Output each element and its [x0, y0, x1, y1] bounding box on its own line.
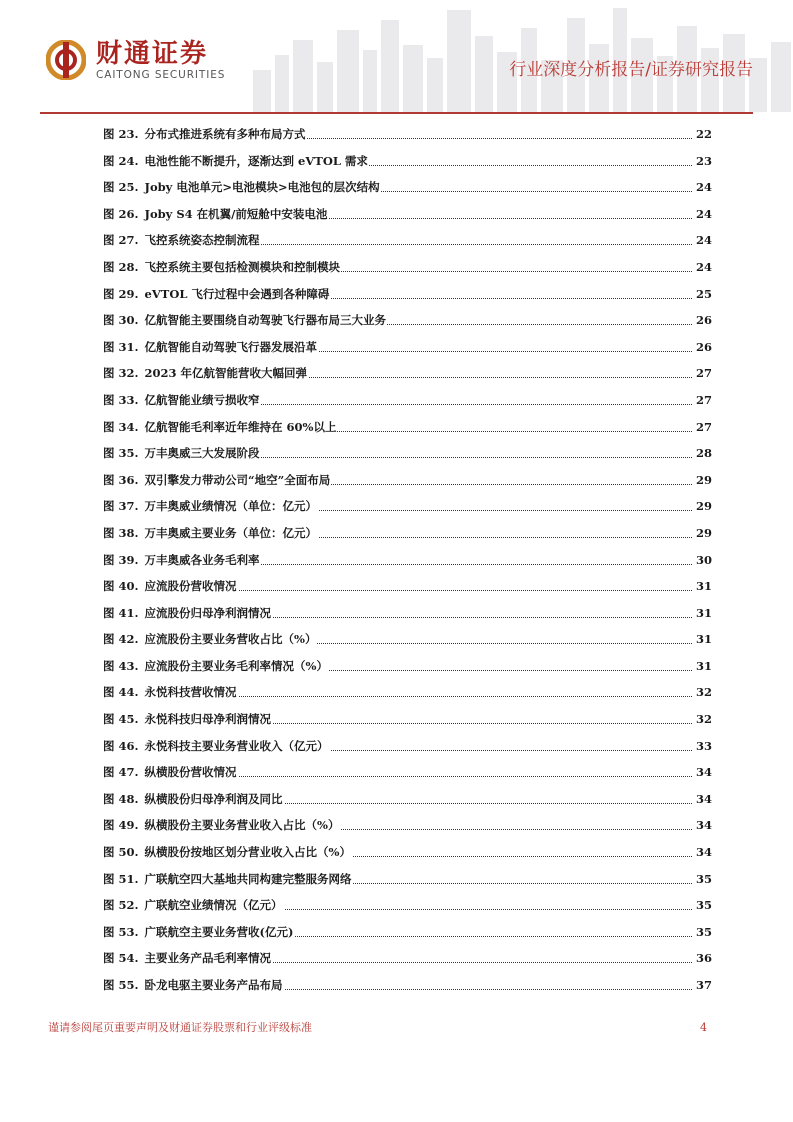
toc-entry-label	[103, 711, 272, 727]
brand-name: 财通证券	[96, 39, 209, 69]
figure-title: 应流股份归母净利润情况	[144, 605, 272, 620]
page-number: 4	[700, 1021, 707, 1034]
figure-number: 图 52.	[103, 898, 139, 913]
figure-title: 亿航智能业绩亏损收窄	[144, 392, 260, 407]
figure-number: 图 28.	[103, 259, 139, 274]
figure-title: 亿航智能自动驾驶飞行器发展沿革	[144, 339, 318, 354]
toc-entry[interactable]	[103, 308, 712, 335]
figure-number: 图 24.	[103, 153, 139, 168]
toc-page-number: 37	[695, 978, 712, 992]
figure-title: 亿航智能主要围绕自动驾驶飞行器布局三大业务	[144, 313, 387, 328]
toc-page-number: 29	[695, 525, 712, 540]
figure-number: 图 34.	[103, 419, 139, 434]
toc-entry[interactable]	[103, 548, 712, 575]
toc-page-number: 22	[695, 127, 712, 141]
figure-number: 图 37.	[103, 499, 139, 514]
toc-entry-label	[103, 871, 353, 887]
figure-number: 图 32.	[103, 366, 139, 381]
toc-entry-label	[103, 552, 261, 568]
figure-number: 图 47.	[103, 765, 139, 780]
toc-entry-label	[103, 924, 294, 940]
toc-entry[interactable]	[103, 734, 712, 761]
toc-entry[interactable]	[103, 840, 712, 867]
toc-entry[interactable]	[103, 867, 712, 894]
toc-entry-label	[103, 684, 238, 700]
figure-list	[103, 122, 712, 1000]
toc-entry[interactable]	[103, 335, 712, 362]
toc-entry-label	[103, 126, 307, 142]
toc-page-number: 34	[695, 765, 712, 780]
toc-entry[interactable]	[103, 521, 712, 548]
toc-page-number: 31	[695, 658, 712, 673]
toc-entry[interactable]	[103, 760, 712, 787]
toc-entry[interactable]	[103, 255, 712, 282]
toc-entry[interactable]	[103, 946, 712, 973]
toc-page-number: 28	[695, 446, 712, 461]
figure-title: eVTOL 飞行过程中会遇到各种障碍	[144, 286, 330, 301]
toc-entry-label	[103, 897, 284, 913]
toc-page-number: 24	[695, 206, 712, 221]
toc-entry[interactable]	[103, 441, 712, 468]
toc-page-number: 24	[695, 259, 712, 274]
figure-title: 主要业务产品毛利率情况	[144, 951, 272, 966]
figure-title: 卧龙电驱主要业务产品布局	[144, 978, 283, 992]
toc-entry[interactable]	[103, 813, 712, 840]
city-skyline-watermark	[233, 0, 793, 112]
figure-title: 纵横股份营收情况	[144, 765, 237, 780]
toc-entry-label	[103, 525, 318, 541]
figure-number: 图 30.	[103, 313, 139, 328]
toc-page-number: 25	[695, 286, 712, 301]
figure-title: 万丰奥威业绩情况（单位：亿元）	[144, 499, 318, 514]
toc-page-number: 35	[695, 924, 712, 939]
toc-page-number: 29	[695, 472, 712, 487]
toc-page-number: 34	[695, 818, 712, 833]
figure-number: 图 27.	[103, 233, 139, 248]
figure-title: 应流股份主要业务营收占比（%）	[144, 632, 317, 647]
figure-title: 永悦科技营收情况	[144, 685, 237, 700]
figure-title: 分布式推进系统有多种布局方式	[144, 127, 306, 141]
toc-page-number: 23	[695, 153, 712, 168]
figure-title: Joby S4 在机翼/前短舱中安装电池	[144, 206, 328, 221]
figure-number: 图 39.	[103, 552, 139, 567]
toc-entry[interactable]	[103, 707, 712, 734]
toc-entry-label	[103, 605, 272, 621]
toc-page-number: 34	[695, 845, 712, 860]
figure-number: 图 25.	[103, 180, 139, 195]
toc-page-number: 27	[695, 419, 712, 434]
figure-title: 永悦科技归母净利润情况	[144, 712, 272, 727]
footer-disclaimer: 谨请参阅尾页重要声明及财通证券股票和行业评级标准	[48, 1021, 312, 1034]
page-header	[0, 0, 793, 112]
toc-page-number: 31	[695, 579, 712, 594]
figure-number: 图 43.	[103, 658, 139, 673]
toc-page-number: 30	[695, 552, 712, 567]
figure-title: 2023 年亿航智能营收大幅回弹	[144, 366, 308, 381]
toc-entry[interactable]	[103, 175, 712, 202]
toc-page-number: 32	[695, 712, 712, 727]
toc-entry-label	[103, 631, 317, 647]
figure-number: 图 44.	[103, 685, 139, 700]
toc-entry[interactable]	[103, 574, 712, 601]
toc-page-number: 27	[695, 366, 712, 381]
figure-number: 图 40.	[103, 579, 139, 594]
figure-title: 纵横股份归母净利润及同比	[144, 791, 283, 806]
toc-entry-label	[103, 977, 284, 993]
caitong-logo-icon	[46, 40, 86, 80]
figure-number: 图 36.	[103, 472, 139, 487]
toc-entry[interactable]	[103, 920, 712, 947]
toc-entry[interactable]	[103, 973, 712, 1000]
toc-entry[interactable]	[103, 282, 712, 309]
toc-entry-label	[103, 259, 341, 275]
toc-page-number: 27	[695, 392, 712, 407]
figure-title: 广联航空主要业务营收(亿元)	[144, 924, 294, 939]
figure-title: 万丰奥威主要业务（单位：亿元）	[144, 525, 318, 540]
toc-page-number: 34	[695, 791, 712, 806]
figure-number: 图 46.	[103, 738, 139, 753]
figure-number: 图 26.	[103, 206, 139, 221]
figure-title: 飞控系统主要包括检测模块和控制模块	[144, 259, 341, 274]
header-divider	[40, 112, 753, 114]
toc-entry-label	[103, 445, 261, 461]
toc-entry[interactable]	[103, 149, 712, 176]
toc-page-number: 35	[695, 898, 712, 913]
figure-title: 亿航智能毛利率近年维持在 60%以上	[144, 419, 337, 434]
toc-entry-label	[103, 472, 331, 488]
toc-entry[interactable]	[103, 893, 712, 920]
toc-entry[interactable]	[103, 680, 712, 707]
figure-title: 纵横股份主要业务营业收入占比（%）	[144, 818, 340, 833]
toc-page-number: 35	[695, 871, 712, 886]
figure-title: 飞控系统姿态控制流程	[144, 233, 260, 248]
toc-page-number: 32	[695, 685, 712, 700]
toc-entry-label	[103, 578, 238, 594]
figure-title: 万丰奥威三大发展阶段	[144, 446, 260, 461]
toc-entry-label	[103, 844, 352, 860]
figure-number: 图 42.	[103, 632, 139, 647]
toc-page-number: 26	[695, 339, 712, 354]
figure-title: 广联航空业绩情况（亿元）	[144, 898, 283, 913]
figure-title: Joby 电池单元>电池模块>电池包的层次结构	[144, 180, 380, 195]
toc-entry-label	[103, 365, 308, 381]
figure-title: 广联航空四大基地共同构建完整服务网络	[144, 871, 352, 886]
figure-title: 永悦科技主要业务营业收入（亿元）	[144, 738, 329, 753]
figure-number: 图 53.	[103, 924, 139, 939]
figure-title: 应流股份营收情况	[144, 579, 237, 594]
toc-entry[interactable]	[103, 627, 712, 654]
figure-title: 万丰奥威各业务毛利率	[144, 552, 260, 567]
figure-number: 图 23.	[103, 127, 139, 141]
figure-number: 图 29.	[103, 286, 139, 301]
toc-entry[interactable]	[103, 388, 712, 415]
figure-number: 图 49.	[103, 818, 139, 833]
toc-entry-label	[103, 419, 337, 435]
toc-page-number: 24	[695, 233, 712, 248]
figure-title: 电池性能不断提升，逐渐达到 eVTOL 需求	[144, 153, 368, 168]
toc-page-number: 26	[695, 313, 712, 328]
toc-page-number: 31	[695, 605, 712, 620]
toc-entry-label	[103, 232, 261, 248]
figure-number: 图 55.	[103, 978, 139, 992]
toc-entry-label	[103, 392, 261, 408]
toc-entry-label	[103, 658, 329, 674]
toc-entry[interactable]	[103, 122, 712, 149]
toc-entry[interactable]	[103, 415, 712, 442]
toc-entry-label	[103, 206, 328, 222]
toc-entry-label	[103, 950, 272, 966]
figure-number: 图 41.	[103, 605, 139, 620]
toc-entry[interactable]	[103, 787, 712, 814]
figure-number: 图 51.	[103, 871, 139, 886]
toc-entry-label	[103, 738, 330, 754]
toc-entry[interactable]	[103, 468, 712, 495]
figure-number: 图 35.	[103, 446, 139, 461]
figure-number: 图 48.	[103, 791, 139, 806]
toc-entry-label	[103, 179, 381, 195]
figure-title: 双引擎发力带动公司“地空”全面布局	[144, 472, 331, 487]
toc-entry-label	[103, 153, 369, 169]
toc-entry[interactable]	[103, 494, 712, 521]
toc-entry[interactable]	[103, 202, 712, 229]
toc-entry-label	[103, 817, 340, 833]
figure-number: 图 45.	[103, 712, 139, 727]
figure-number: 图 50.	[103, 845, 139, 860]
toc-entry[interactable]	[103, 601, 712, 628]
report-type: 行业深度分析报告/证券研究报告	[509, 60, 753, 80]
toc-page-number: 31	[695, 632, 712, 647]
brand-name-english: CAITONG SECURITIES	[96, 69, 226, 81]
toc-page-number: 29	[695, 499, 712, 514]
toc-page-number: 24	[695, 180, 712, 195]
toc-entry[interactable]	[103, 361, 712, 388]
figure-number: 图 38.	[103, 525, 139, 540]
figure-number: 图 33.	[103, 392, 139, 407]
figure-number: 图 54.	[103, 951, 139, 966]
toc-entry[interactable]	[103, 654, 712, 681]
toc-entry-label	[103, 286, 330, 302]
toc-page-number: 33	[695, 738, 712, 753]
toc-entry-label	[103, 791, 284, 807]
toc-entry-label	[103, 312, 387, 328]
figure-title: 纵横股份按地区划分营业收入占比（%）	[144, 845, 351, 860]
toc-page-number: 36	[695, 951, 712, 966]
figure-number: 图 31.	[103, 339, 139, 354]
toc-entry-label	[103, 339, 318, 355]
figure-title: 应流股份主要业务毛利率情况（%）	[144, 658, 328, 673]
toc-entry-label	[103, 764, 238, 780]
toc-entry[interactable]	[103, 228, 712, 255]
toc-entry-label	[103, 498, 318, 514]
